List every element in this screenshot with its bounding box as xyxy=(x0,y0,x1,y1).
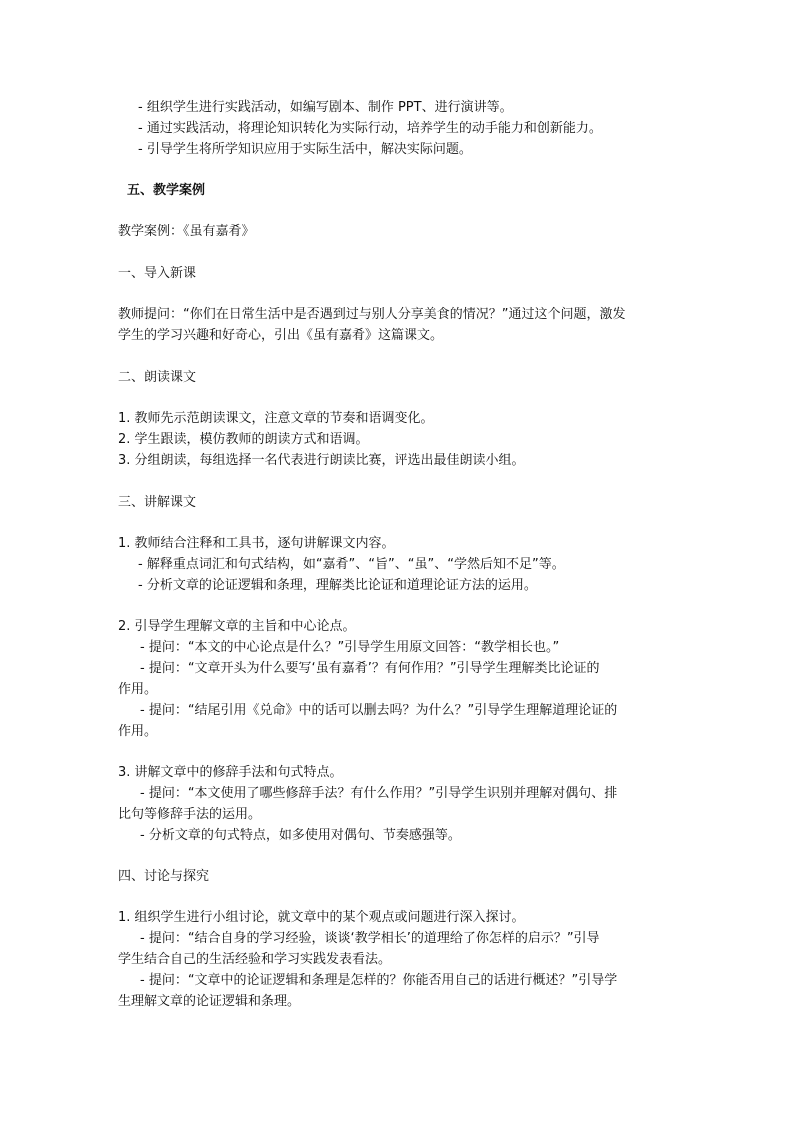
part3-item3: 3. 讲解文章中的修辞手法和句式特点。 xyxy=(118,765,343,780)
part3-item1-sub1: - 解释重点词汇和句式结构，如“嘉肴”、“旨”、“虽”、“学然后知不足”等。 xyxy=(138,557,565,572)
part3-item2-sub1: - 提问：“本文的中心论点是什么？”引导学生用原文回答：“教学相长也。” xyxy=(140,640,560,655)
bullet-theory-to-action: - 通过实践活动，将理论知识转化为实际行动，培养学生的动手能力和创新能力。 xyxy=(138,121,602,136)
part4-item1: 1. 组织学生进行小组讨论，就文章中的某个观点或问题进行深入探讨。 xyxy=(118,910,525,925)
part3-item2-sub3-cont: 作用。 xyxy=(118,724,158,739)
section-five-heading: 五、教学案例 xyxy=(127,183,206,198)
part4-item1-sub2: - 提问：“文章中的论证逻辑和条理是怎样的？你能否用自己的话进行概述？”引导学 xyxy=(140,973,618,988)
part3-item2-sub2: - 提问：“文章开头为什么要写‘虽有嘉肴’？有何作用？”引导学生理解类比论证的 xyxy=(140,661,600,676)
part4-heading: 四、讨论与探究 xyxy=(118,869,210,884)
part2-item1: 1. 教师先示范朗读课文，注意文章的节奏和语调变化。 xyxy=(118,411,434,426)
part1-heading: 一、导入新课 xyxy=(118,266,197,281)
part3-item1: 1. 教师结合注释和工具书，逐句讲解课文内容。 xyxy=(118,536,395,551)
bullet-practice-activities: - 组织学生进行实践活动，如编写剧本、制作 PPT、进行演讲等。 xyxy=(138,100,513,115)
part1-text-line1: 教师提问：“你们在日常生活中是否遇到过与别人分享美食的情况？”通过这个问题，激发 xyxy=(118,307,626,322)
case-title: 教学案例：《虽有嘉肴》 xyxy=(118,224,255,239)
part4-item1-sub1-cont: 学生结合自己的生活经验和学习实践发表看法。 xyxy=(118,952,392,967)
part3-heading: 三、讲解课文 xyxy=(118,495,197,510)
part3-item3-sub1: - 提问：“本文使用了哪些修辞手法？有什么作用？”引导学生识别并理解对偶句、排 xyxy=(140,786,618,801)
part3-item2-sub3: - 提问：“结尾引用《兑命》中的话可以删去吗？为什么？”引导学生理解道理论证的 xyxy=(140,703,618,718)
part3-item3-sub1-cont: 比句等修辞手法的运用。 xyxy=(118,807,262,822)
part2-item3: 3. 分组朗读，每组选择一名代表进行朗读比赛，评选出最佳朗读小组。 xyxy=(118,453,525,468)
part3-item2: 2. 引导学生理解文章的主旨和中心论点。 xyxy=(118,619,356,634)
part1-text-line2: 学生的学习兴趣和好奇心，引出《虽有嘉肴》这篇课文。 xyxy=(118,328,444,343)
part3-item1-sub2: - 分析文章的论证逻辑和条理，理解类比论证和道理论证方法的运用。 xyxy=(138,578,537,593)
part3-item3-sub2: - 分析文章的句式特点，如多使用对偶句、节奏感强等。 xyxy=(140,828,461,843)
part4-item1-sub1: - 提问：“结合自身的学习经验，谈谈‘教学相长’的道理给了你怎样的启示？”引导 xyxy=(140,931,600,946)
part3-item2-sub2-cont: 作用。 xyxy=(118,682,158,697)
bullet-apply-knowledge: - 引导学生将所学知识应用于实际生活中，解决实际问题。 xyxy=(138,142,472,157)
part2-item2: 2. 学生跟读，模仿教师的朗读方式和语调。 xyxy=(118,432,369,447)
part4-item1-sub2-cont: 生理解文章的论证逻辑和条理。 xyxy=(118,994,301,1009)
part2-heading: 二、朗读课文 xyxy=(118,370,197,385)
